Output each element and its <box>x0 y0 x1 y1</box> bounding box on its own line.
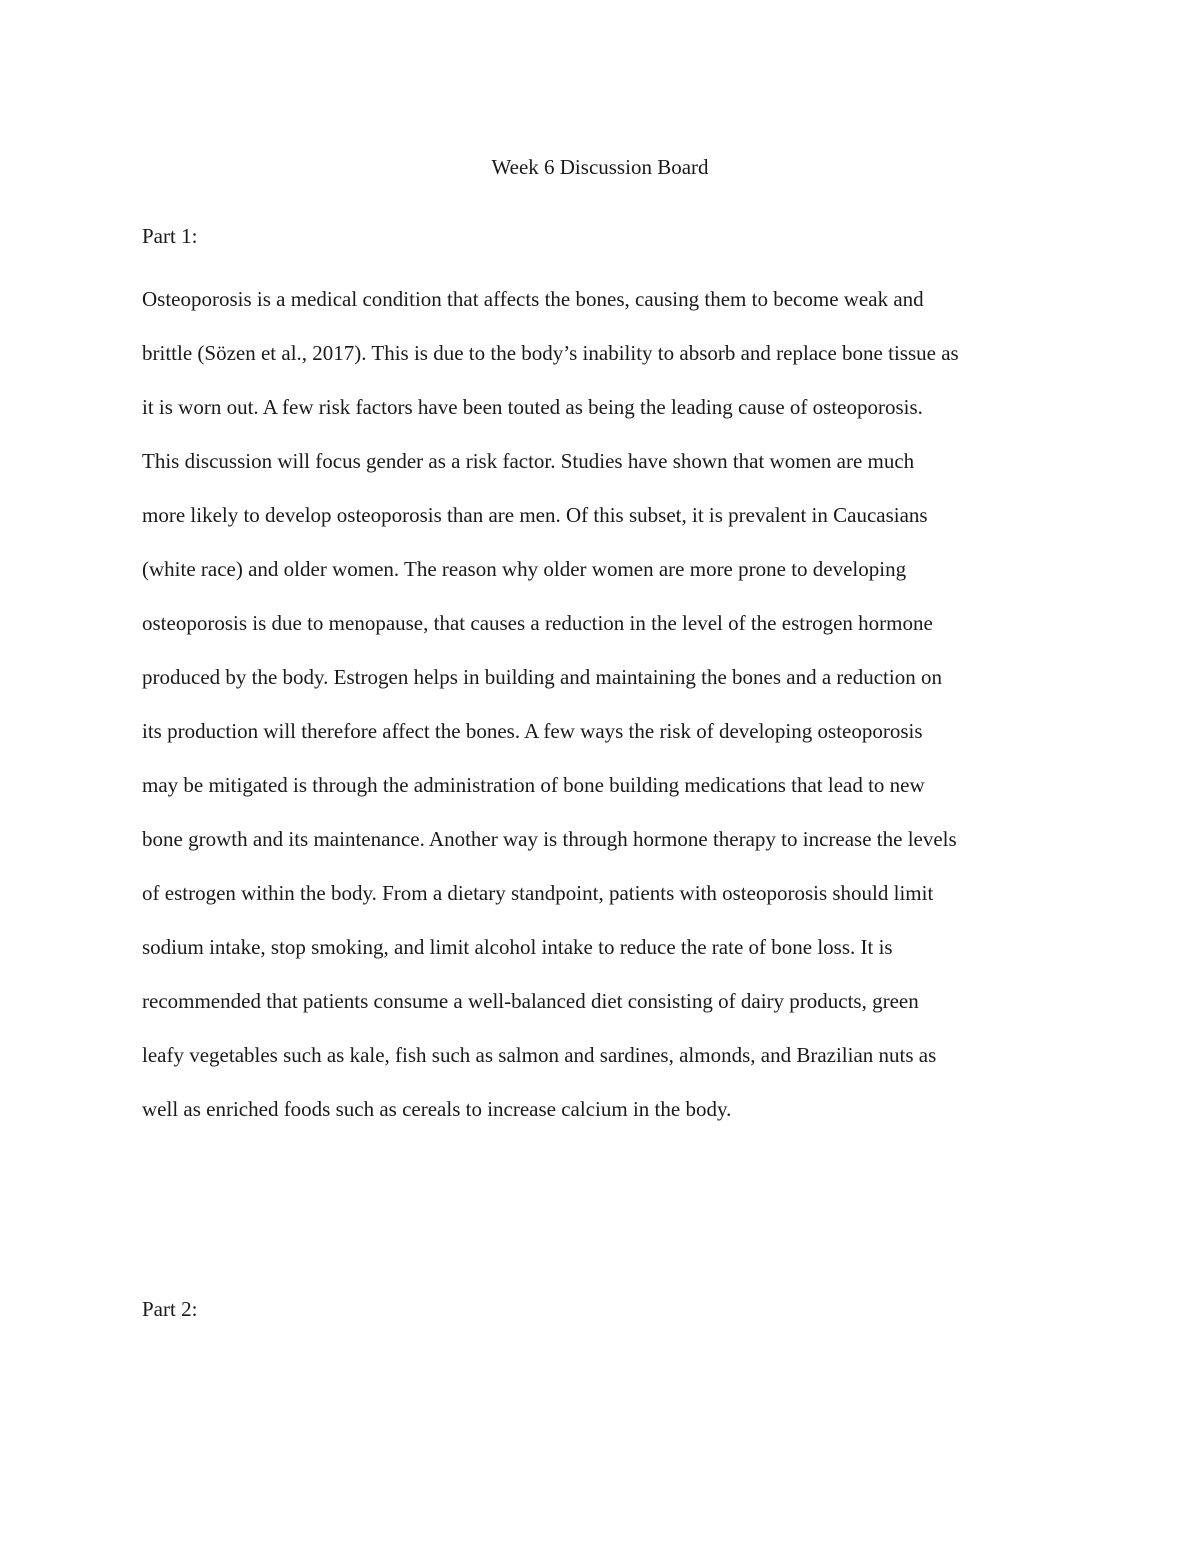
paragraph-line: produced by the body. Estrogen helps in building and maintaining the bones and a reduction on <box>142 665 942 689</box>
paragraph-line: This discussion will focus gender as a risk factor. Studies have shown that women are much <box>142 449 915 473</box>
part1-paragraph <box>142 282 1072 1146</box>
paragraph-line: of estrogen within the body. From a dietary standpoint, patients with osteoporosis should limit <box>142 881 934 905</box>
part1-heading: Part 1: <box>142 224 198 248</box>
paragraph-line: it is worn out. A few risk factors have been touted as being the leading cause of osteoporosis. <box>142 395 923 419</box>
paragraph-line: osteoporosis is due to menopause, that causes a reduction in the level of the estrogen hormone <box>142 611 933 635</box>
paragraph-line: may be mitigated is through the administration of bone building medications that lead to new <box>142 773 925 797</box>
document-title: Week 6 Discussion Board <box>491 155 709 179</box>
paragraph-line: its production will therefore affect the bones. A few ways the risk of developing osteoporosis <box>142 719 923 743</box>
paragraph-line: Osteoporosis is a medical condition that affects the bones, causing them to become weak and <box>142 287 924 311</box>
paragraph-line: brittle (Sözen et al., 2017). This is due to the body’s inability to absorb and replace bone tissue as <box>142 341 959 365</box>
paragraph-line: sodium intake, stop smoking, and limit alcohol intake to reduce the rate of bone loss. It is <box>142 935 893 959</box>
paragraph-line: well as enriched foods such as cereals to increase calcium in the body. <box>142 1097 732 1121</box>
paragraph-line: (white race) and older women. The reason why older women are more prone to developing <box>142 557 907 581</box>
paragraph-line: recommended that patients consume a well-balanced diet consisting of dairy products, green <box>142 989 919 1013</box>
part2-heading: Part 2: <box>142 1297 198 1321</box>
paragraph-line: bone growth and its maintenance. Another way is through hormone therapy to increase the levels <box>142 827 957 851</box>
paragraph-line: leafy vegetables such as kale, fish such as salmon and sardines, almonds, and Brazilian nuts as <box>142 1043 937 1067</box>
paragraph-line: more likely to develop osteoporosis than are men. Of this subset, it is prevalent in Caucasians <box>142 503 928 527</box>
